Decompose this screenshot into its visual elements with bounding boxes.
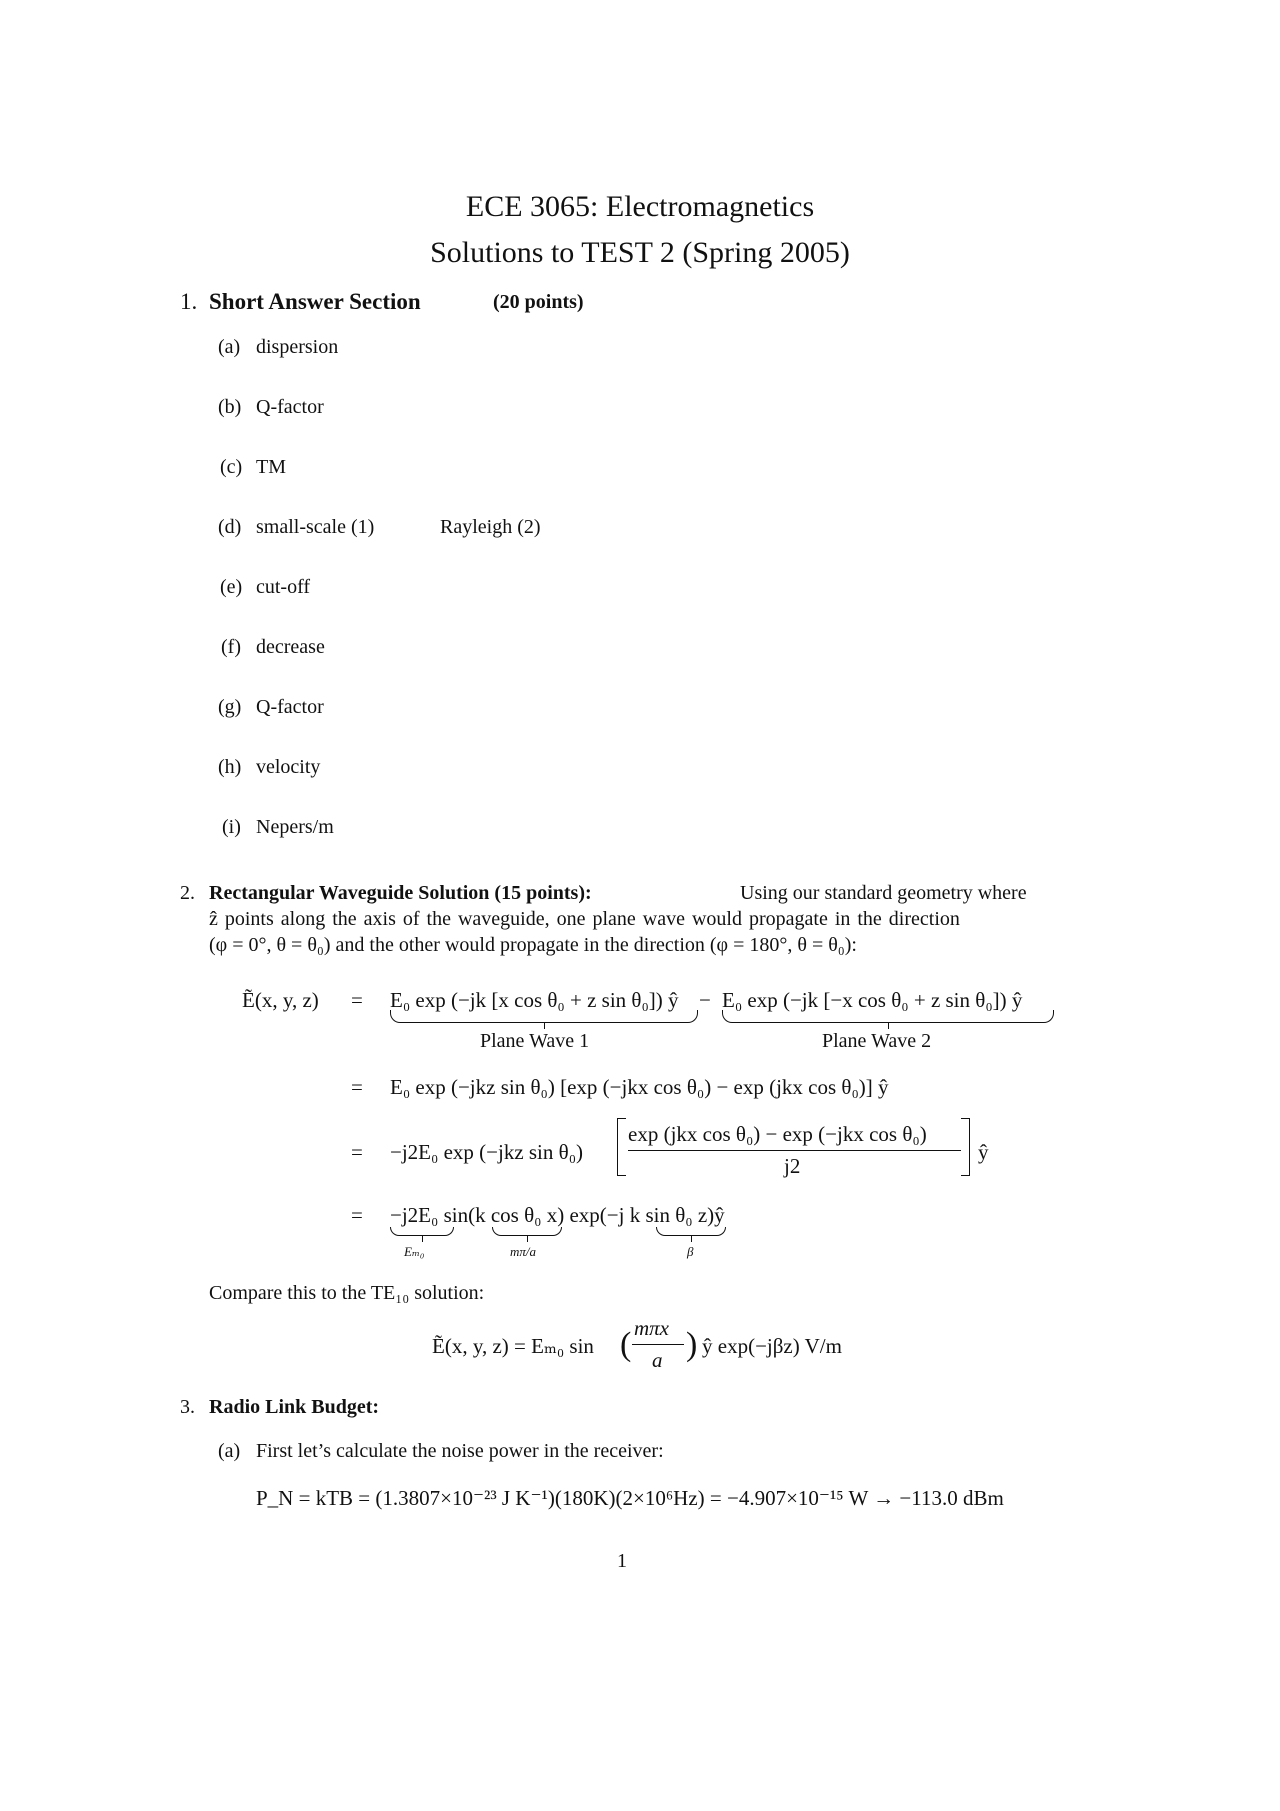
section2-text-line1: Using our standard geometry where [740,882,1027,904]
te10-fraction-denominator: a [652,1348,663,1372]
te10-rhs: ŷ exp(−jβz) V/m [702,1334,842,1358]
equation-equals: = [351,1075,363,1099]
section1-title: Short Answer Section [209,289,421,314]
page-number: 1 [617,1550,627,1572]
underbrace-label-amplitude: Eₘ₀ [404,1244,425,1259]
section2-text-line2: ẑ points along the axis of the waveguide, one plane wave would propagate in the direction [209,908,960,930]
equation-line-3-prefix: −j2E₀ exp (−jkz sin θ₀) [390,1140,584,1164]
list-item: decrease [256,636,325,658]
section3-title: Radio Link Budget: [209,1396,380,1418]
left-bracket [617,1118,626,1176]
term-x-exp: x) exp(−j [541,1203,630,1227]
list-item-label: (d) [218,516,242,538]
underbrace-label-kx: mπ/a [510,1244,537,1259]
section2-number: 2. [180,882,195,904]
section3-number: 3. [180,1396,195,1418]
fraction-denominator: j2 [784,1154,801,1178]
paren-right: ) [686,1326,698,1363]
section2-title: Rectangular Waveguide Solution (15 points): [209,882,592,904]
section3-item-a-text: First let’s calculate the noise power in the receiver: [256,1440,664,1462]
list-item-label: (b) [218,396,242,418]
te10-lhs: Ẽ(x, y, z) = Eₘ₀ sin [432,1334,594,1358]
term-sin: sin( [438,1203,476,1227]
list-item-extra: Rayleigh (2) [440,516,541,538]
section3-item-a-label: (a) [218,1440,241,1462]
section1-number: 1. [180,289,198,314]
equation-line-2: E₀ exp (−jkz sin θ₀) [exp (−jkx cos θ₀) − exp (jkx cos θ₀)] ŷ [390,1075,889,1099]
underbrace-kz [656,1227,726,1236]
underbrace-kx [492,1227,562,1236]
te10-fraction-numerator: mπx [634,1316,670,1340]
list-item: Q-factor [256,696,324,718]
list-item-label: (i) [222,816,241,838]
list-item-label: (c) [220,456,243,478]
underbrace-plane-wave-1 [390,1010,698,1023]
equation-line-3-suffix: ŷ [978,1140,989,1164]
list-item: dispersion [256,336,339,358]
brace-label-plane-wave-1: Plane Wave 1 [480,1030,590,1052]
equation-lhs: Ẽ(x, y, z) [242,988,319,1012]
equation-line-4 [390,1203,725,1228]
term-amplitude: −j2E₀ [390,1203,439,1227]
equation-minus: − [699,988,711,1012]
te10-fraction-line [632,1344,684,1345]
list-item: velocity [256,756,321,778]
underbrace-amplitude [390,1227,454,1236]
list-item-label: (g) [218,696,242,718]
underbrace-plane-wave-2 [722,1010,1054,1023]
compare-text: Compare this to the TE₁₀ solution: [209,1282,485,1304]
equation-equals: = [351,988,363,1012]
list-item-label: (e) [220,576,243,598]
equation-term-plane-wave-1: E₀ exp (−jk [x cos θ₀ + z sin θ₀]) ŷ [390,988,679,1012]
equation-term-plane-wave-2: E₀ exp (−jk [−x cos θ₀ + z sin θ₀]) ŷ [722,988,1023,1012]
equation-equals: = [351,1140,363,1164]
page-title: ECE 3065: Electromagnetics [465,190,815,223]
list-item: small-scale (1) [256,516,375,538]
list-item: TM [256,456,286,478]
list-item: cut-off [256,576,311,598]
noise-power-equation: P_N = kTB = (1.3807×10⁻²³ J K⁻¹)(180K)(2×10⁶Hz) = −4.907×10⁻¹⁵ W → −113.0 dBm [256,1486,1004,1510]
term-kx: k cos θ₀ [475,1203,542,1227]
term-kz: k sin θ₀ [629,1203,693,1227]
list-item: Nepers/m [256,816,334,838]
right-bracket [961,1118,970,1176]
page-subtitle: Solutions to TEST 2 (Spring 2005) [430,236,850,269]
section1-points: (20 points) [493,291,584,313]
brace-label-plane-wave-2: Plane Wave 2 [822,1030,932,1052]
term-z: z)ŷ [692,1203,725,1227]
list-item-label: (h) [218,756,242,778]
list-item-label: (a) [218,336,241,358]
section2-text-line3: (φ = 0°, θ = θ₀) and the other would propagate in the direction (φ = 180°, θ = θ₀): [209,934,857,956]
paren-left: ( [620,1326,632,1363]
list-item-label: (f) [221,636,241,658]
equation-equals: = [351,1203,363,1227]
fraction-numerator: exp (jkx cos θ₀) − exp (−jkx cos θ₀) [628,1122,927,1146]
underbrace-label-kz: β [687,1244,694,1259]
list-item: Q-factor [256,396,324,418]
fraction-line [628,1150,961,1151]
